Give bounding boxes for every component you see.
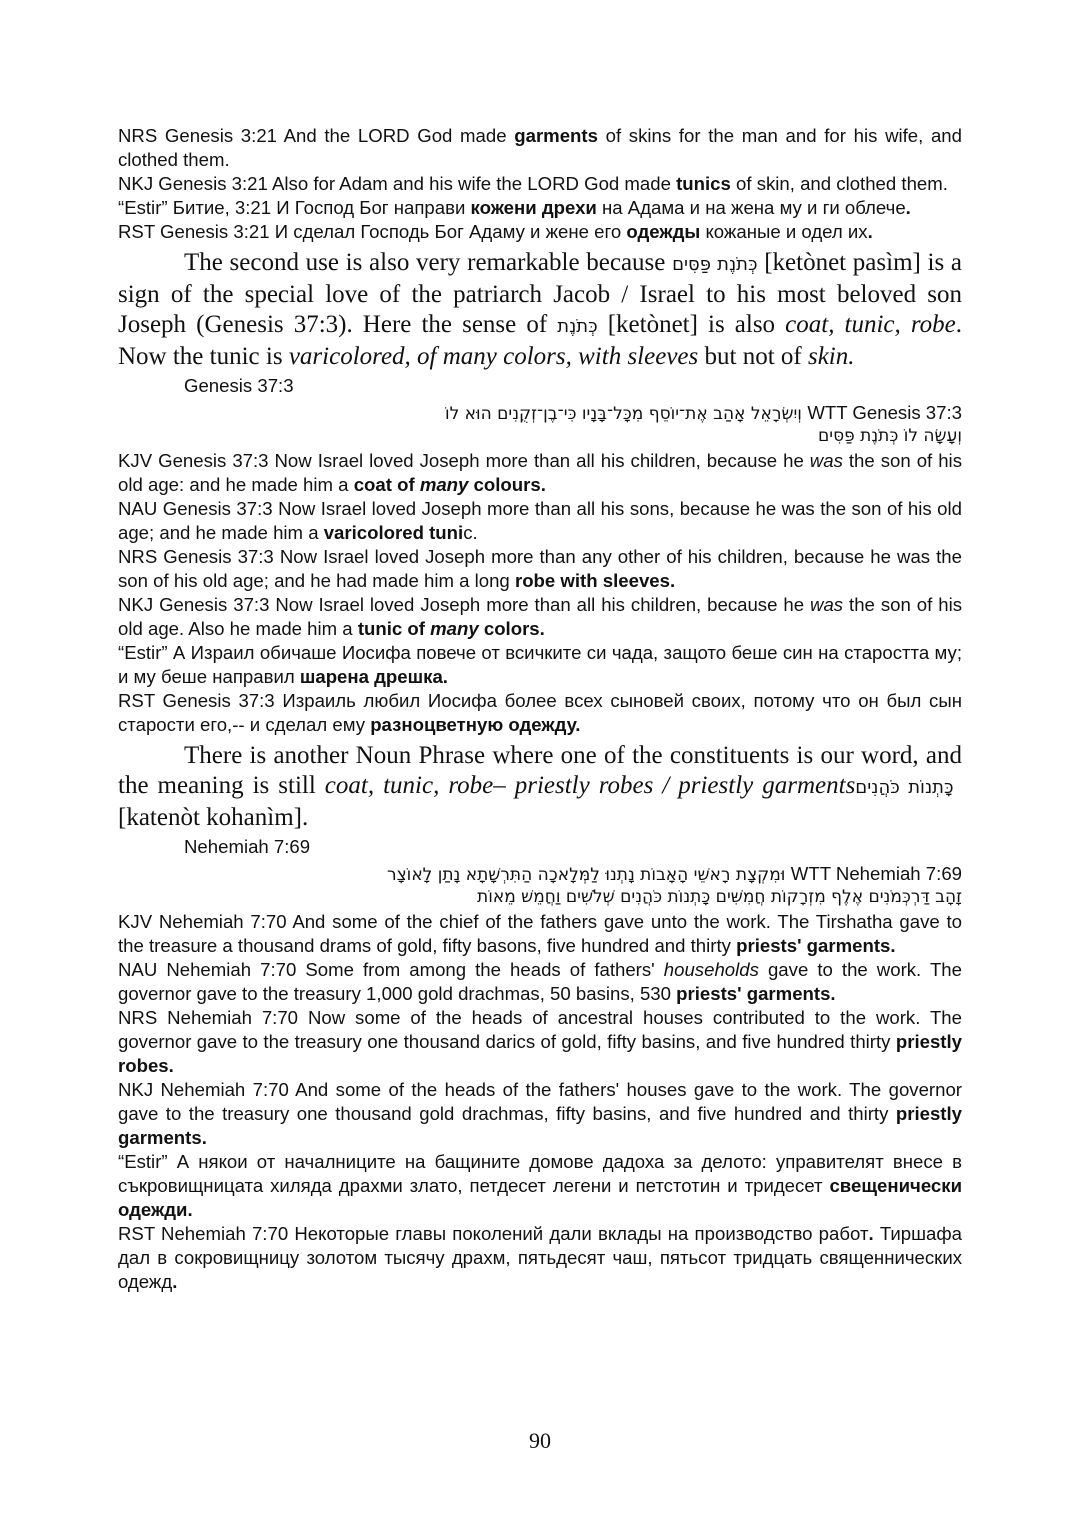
body-paragraph-2: There is another Noun Phrase where one of the constituents is our word, and the meaning is still coat, tunic, robe– priestly robes / priestly garments כָּתְנוֹת כֹּהֲנִים [katenòt kohanìm]. [118,742,962,831]
reference-nehemiah-7-69: Nehemiah 7:69 [184,836,311,857]
verse-nkj-gen-37-3: NKJ Genesis 37:3 Now Israel loved Joseph more than all his children, because he was the son of his old age. Also he made him a tunic of many colors. [118,594,962,639]
verse-nrs-gen-3-21: NRS Genesis 3:21 And the LORD God made garments of skins for the man and for his wife, and clothed them. [118,125,962,170]
verse-kjv-gen-37-3: KJV Genesis 37:3 Now Israel loved Joseph more than all his children, because he was the son of his old age: and he made him a coat of many colours. [118,450,962,495]
verse-kjv-neh-7-70: KJV Nehemiah 7:70 And some of the chief of the fathers gave unto the work. The Tirshatha gave to the treasure a thousand drams of gold, fifty basons, five hundred and thirty priests' garments. [118,911,962,956]
verse-estir-gen-37-3: “Estir” А Израил обичаше Иосифа повече от всичките си чада, защото беше син на старостта му; и му беше направил шарена дрешка. [118,642,962,687]
verse-nrs-neh-7-70: NRS Nehemiah 7:70 Now some of the heads of ancestral houses contributed to the work. The governor gave to the treasury one thousand darics of gold, fifty basins, and five hundred thirty priestly robes. [118,1007,962,1076]
wtt-genesis-37-3: WTT Genesis 37:3 וְיִשְׂרָאֵל אָהַב אֶת־יוֹסֵף מִכָּל־בָּנָיו כִּי־בֶן־זְקֻנִים הוּא לוֹ וְעָשָׂה לוֹ כְּתֹנֶת פַּסִּים [444,402,962,446]
reference-genesis-37-3: Genesis 37:3 [184,375,294,396]
verse-nrs-gen-37-3: NRS Genesis 37:3 Now Israel loved Joseph more than any other of his children, because he was the son of his old age; and he had made him a long robe with sleeves. [118,546,962,591]
verse-nkj-gen-3-21: NKJ Genesis 3:21 Also for Adam and his wife the LORD God made tunics of skin, and clothed them. [118,173,948,194]
verse-estir-neh-7-70: “Estir” А някои от началниците на бащините домове дадоха за делото: управителят внесе в съкровищницата хиляда драхми злато, петдесет легени и петстотин и тридесет свещенически одежди. [118,1151,962,1220]
verse-rst-neh-7-70: RST Nehemiah 7:70 Некоторые главы поколений дали вклады на производство работ. Тиршафа дал в сокровищницу золотом тысячу драхм, пятьдесят чаш, пятьсот тридцать священнических одежд. [118,1223,962,1292]
verse-estir-gen-3-21: “Estir” Битие, 3:21 И Господ Бог направи кожени дрехи на Адама и на жена му и ги облече. [118,197,911,218]
body-paragraph-1: The second use is also very remarkable because כְּתֹנֶת פַּסִּים [ketònet pasìm] is a sign of the special love of the patriarch Jacob / Israel to his most beloved son Joseph (Genesis 37:3). Here the sense of כְּתֹנֶת [ketònet] is also coat, tunic, robe. Now the tunic is varicolored, of many colors, with sleeves but not of skin. [118,249,963,370]
verse-rst-gen-37-3: RST Genesis 37:3 Израиль любил Иосифа более всех сыновей своих, потому что он был сын старости его,-- и сделал ему разноцветную одежду. [118,690,962,735]
wtt-nehemiah-7-69: WTT Nehemiah 7:69 וּמִקְצָת רָאשֵׁי הָאָבוֹת נָתְנוּ לַמְּלָאכָה הַתִּרְשָׁתָא נָתַן לָאוֹצָר זָהָב דַּרְכְּמֹנִים אֶלֶף מִזְרָקוֹת חֲמִשִּׁים כָּתְנוֹת כֹּהֲנִים שְׁלֹשִׁים וַחֲמֵשׁ מֵאוֹת [387,863,962,907]
page-body [118,124,962,1294]
page-number: 90 [529,1428,551,1453]
verse-nau-neh-7-70: NAU Nehemiah 7:70 Some from among the heads of fathers' households gave to the work. The governor gave to the treasury 1,000 gold drachmas, 50 basins, 530 priests' garments. [118,959,962,1004]
verse-nkj-neh-7-70: NKJ Nehemiah 7:70 And some of the heads of the fathers' houses gave to the work. The governor gave to the treasury one thousand gold drachmas, fifty basins, and five hundred and thirty priestly garments. [118,1079,962,1148]
verse-nau-gen-37-3: NAU Genesis 37:3 Now Israel loved Joseph more than all his sons, because he was the son of his old age; and he made him a varicolored tunic. [118,498,962,543]
verse-rst-gen-3-21: RST Genesis 3:21 И сделал Господь Бог Адаму и жене его одежды кожаные и одел их. [118,221,873,242]
